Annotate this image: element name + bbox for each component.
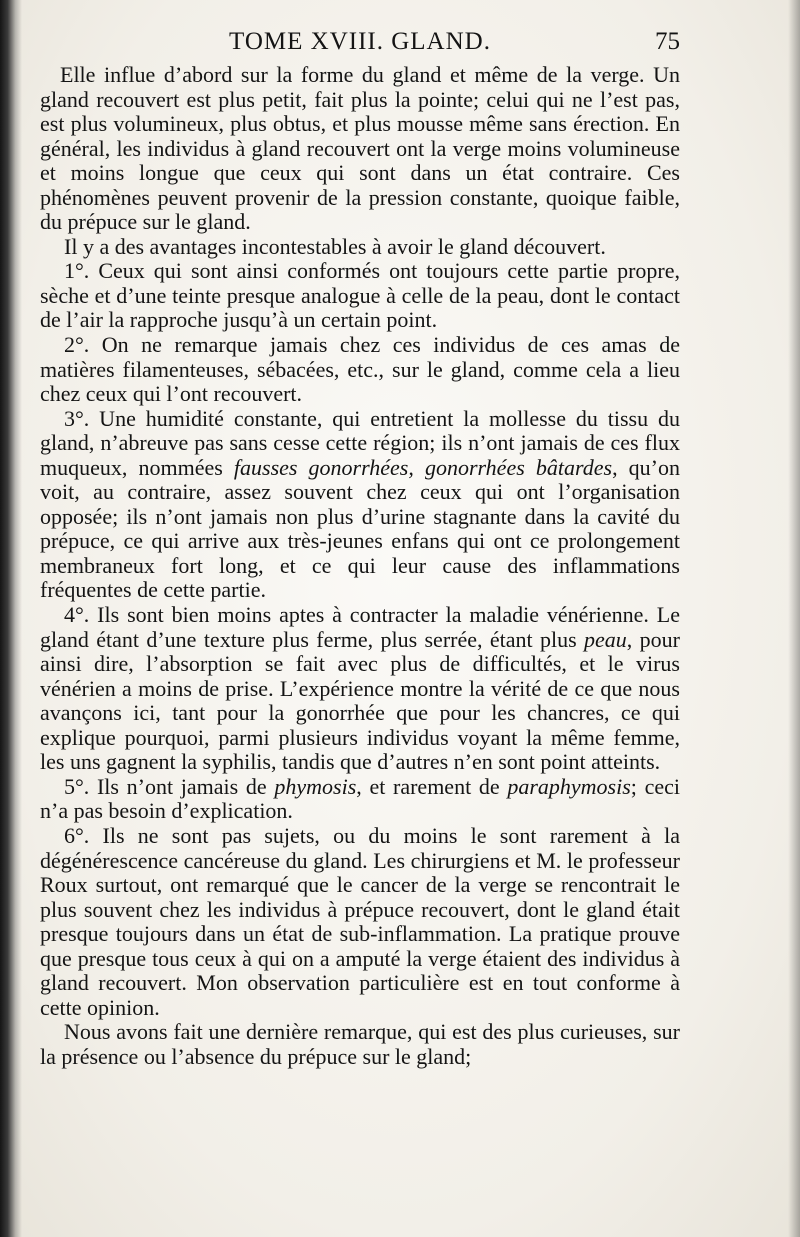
paragraph-6 — [40, 603, 680, 775]
paragraph-1: Elle influe d’abord sur la forme du gland et même de la verge. Un gland recouvert est plus petit, fait plus la pointe; celui qui ne l’est pas, est plus volumineux, plus obtus, et plus mousse même sans érection. En général, les individus à gland recouvert ont la verge moins volumineuse et moins longue que ceux qui sont dans un état contraire. Ces phénomènes peuvent provenir de la pression constante, quoique faible, du prépuce sur le gland. — [40, 62, 680, 235]
paragraph-6-italic: peau — [584, 626, 627, 652]
paragraph-9: Nous avons fait une dernière remarque, qui est des plus curieuses, sur la présence ou l’absence du prépuce sur le gland; — [40, 1019, 680, 1069]
paragraph-3: 1°. Ceux qui sont ainsi conformés ont toujours cette partie propre, sèche et d’une teinte presque analogue à celle de la peau, dont le contact de l’air la rapproche jusqu’à un certain point. — [40, 258, 680, 333]
paragraph-7-text-b: , et rarement de — [356, 773, 508, 799]
paragraph-7-italic-1: phymosis — [274, 773, 357, 799]
page-number: 75 — [655, 28, 680, 55]
body-text — [40, 63, 680, 1069]
paragraph-6-text-b: , pour ainsi dire, l’absorption se fait avec plus de difficultés, et le virus vénérien a moins de prise. L’expérience montre la vérité de ce que nous avançons ici, tant pour la gonorrhée que pour les chancres, ce qui explique pourquoi, parmi plusieurs individus voyant la même femme, les uns gagnent la syphilis, tandis que d’autres n’en sont point atteints. — [40, 626, 680, 775]
running-head: TOME XVIII. GLAND. — [229, 28, 491, 55]
paragraph-4: 2°. On ne remarque jamais chez ces individus de ces amas de matières filamenteuses, sébacées, etc., sur le gland, comme cela a lieu chez ceux qui l’ont recouvert. — [40, 332, 680, 407]
paragraph-7-text-c: ; ceci n’a pas besoin d’explication. — [40, 773, 680, 824]
paragraph-7-italic-2: paraphymosis — [507, 773, 631, 799]
paragraph-5 — [40, 407, 680, 603]
page-gutter-shadow — [0, 0, 22, 1237]
paragraph-5-italic: fausses gonorrhées, gonorrhées bâtardes — [233, 454, 613, 480]
page-header — [40, 28, 680, 64]
page-edge-shadow — [788, 0, 800, 1237]
paragraph-7-text-a: 5°. Ils n’ont jamais de — [64, 773, 275, 799]
paragraph-5-text-a: 3°. Une humidité constante, qui entretient la mollesse du tissu du gland, n’abreuve pas sans cesse cette région; ils n’ont jamais de ces flux muqueux, nommées — [40, 405, 680, 480]
paragraph-6-text-a: 4°. Ils sont bien moins aptes à contracter la maladie vénérienne. Le gland étant d’une texture plus ferme, plus serrée, étant plus — [40, 602, 680, 652]
paragraph-7 — [40, 775, 680, 824]
paragraph-8: 6°. Ils ne sont pas sujets, ou du moins le sont rarement à la dégénérescence cancéreuse du gland. Les chirurgiens et M. le professeur Roux surtout, ont remarqué que le cancer de la verge se rencontrait le plus souvent chez les individus à prépuce recouvert, dont le gland était presque toujours dans un état de sub-inflammation. La pratique prouve que presque tous ceux à qui on a amputé la verge étaient des individus à gland recouvert. Mon observation particulière est en tout conforme à cette opinion. — [40, 822, 680, 1020]
paragraph-2: Il y a des avantages incontestables à avoir le gland découvert. — [64, 233, 606, 259]
paragraph-5-text-b: , qu’on voit, au contraire, assez souvent chez ceux qui ont l’organisation opposée; ils n’ont jamais non plus d’urine stagnante dans la cavité du prépuce, ce qui arrive aux très-jeunes enfans qui ont ce prolongement membraneux fort long, et ce qui leur cause des inflammations fréquentes de cette partie. — [40, 454, 680, 603]
